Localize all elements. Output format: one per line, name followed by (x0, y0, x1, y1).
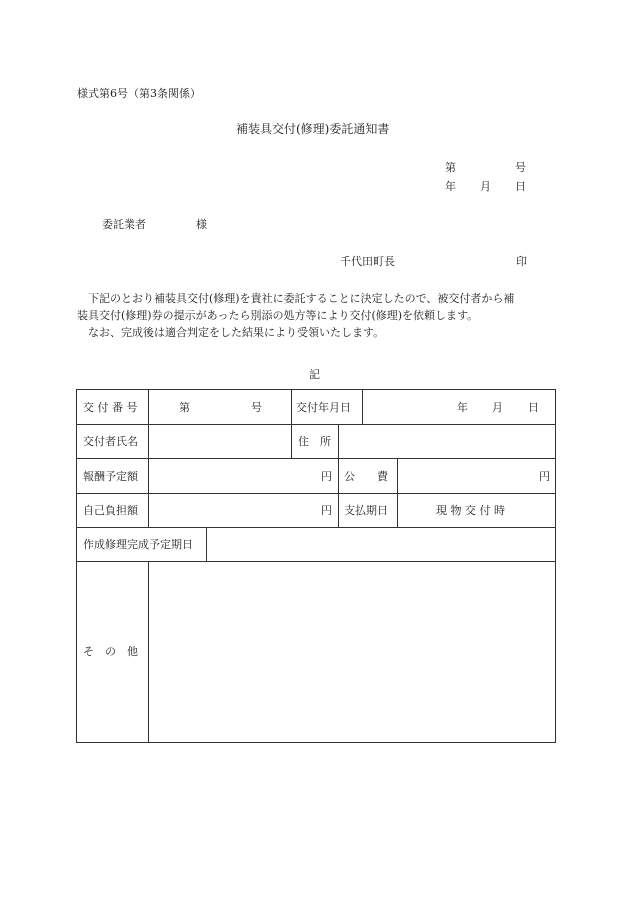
table-border-left (76, 389, 77, 743)
label-shiharai: 支払期日 (344, 504, 388, 517)
form-number: 様式第6号（第3条関係） (77, 87, 201, 100)
label-jusho: 住 所 (298, 435, 331, 448)
label-kofu-bango: 交 付 番 号 (83, 401, 138, 414)
issuer-name: 千代田町長 (340, 255, 395, 268)
label-kofu-ymd: 交付年月日 (296, 401, 351, 414)
col-divider-kohi (397, 458, 398, 493)
date-day: 日 (515, 180, 526, 193)
contractor-sama: 様 (196, 218, 207, 231)
label-sonota: そ の 他 (83, 645, 138, 658)
label-hoshu: 報酬予定額 (83, 470, 138, 483)
document-title: 補装具交付(修理)委託通知書 (236, 122, 390, 136)
label-sakusei: 作成修理完成予定期日 (83, 538, 193, 551)
contractor-label: 委託業者 (102, 218, 146, 231)
table-rule-4 (76, 527, 556, 528)
col-divider-sakusei (206, 527, 207, 561)
kofu-bango-go: 号 (251, 401, 262, 414)
doc-number-dai: 第 (445, 161, 456, 174)
table-border-bottom (76, 742, 556, 743)
col-divider-label-lower (148, 561, 149, 742)
col-divider-label (148, 389, 149, 527)
col-divider-mid-b (338, 424, 339, 527)
col-divider-mid-a (291, 389, 292, 458)
genbutsu-kofu-ji: 現 物 交 付 時 (436, 504, 505, 517)
date-year: 年 (445, 180, 456, 193)
jiko-en: 円 (321, 504, 332, 517)
label-kofusha-name: 交付者氏名 (83, 435, 138, 448)
body-line-1: 下記のとおり補装具交付(修理)を貴社に委託することに決定したので、被交付者から補 (77, 292, 515, 305)
body-line-2: 装具交付(修理)券の提示があったら別添の処方等により交付(修理)を依頼します。 (77, 309, 479, 322)
issuer-seal: 印 (516, 255, 527, 268)
kohi-en: 円 (539, 470, 550, 483)
ki-heading: 記 (309, 368, 320, 381)
label-jiko: 自己負担額 (83, 504, 138, 517)
kofu-year: 年 (457, 401, 468, 414)
kofu-day: 日 (528, 401, 539, 414)
date-month: 月 (480, 180, 491, 193)
label-kohi: 公 費 (344, 470, 388, 483)
table-border-right (555, 389, 556, 743)
doc-number-go: 号 (515, 161, 526, 174)
kofu-month: 月 (492, 401, 503, 414)
col-divider-shiharai (397, 493, 398, 527)
kofu-bango-dai: 第 (179, 401, 190, 414)
hoshu-en: 円 (321, 470, 332, 483)
col-divider-date-label (362, 389, 363, 424)
body-line-3: なお、完成後は適合判定をした結果により受領いたします。 (77, 326, 385, 339)
